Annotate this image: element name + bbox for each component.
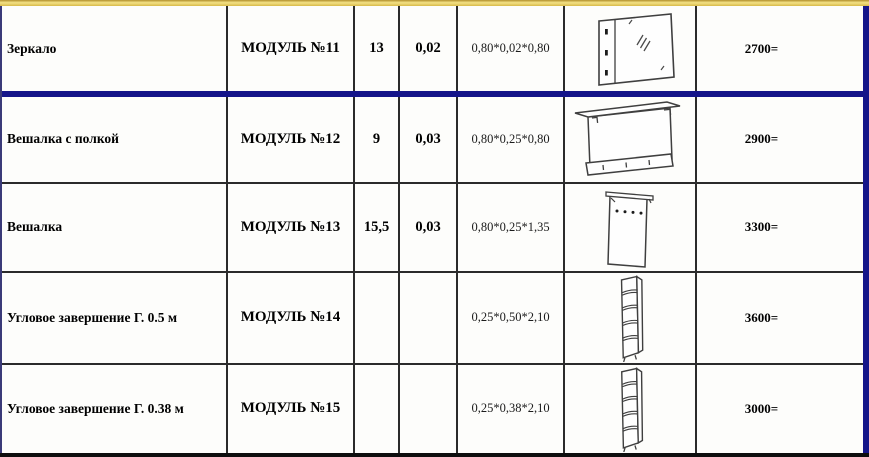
qty-cell xyxy=(354,364,399,453)
dimensions-cell: 0,25*0,50*2,10 xyxy=(457,272,564,364)
product-image-cell xyxy=(564,6,696,94)
product-name-cell: Вешалка xyxy=(2,183,227,272)
product-image-cell xyxy=(564,364,696,453)
table-row xyxy=(2,183,863,272)
product-name-cell: Вешалка с полкой xyxy=(2,94,227,183)
product-name-cell: Зеркало xyxy=(2,6,227,94)
corner-shelf-unit-icon xyxy=(611,274,649,362)
product-image-cell xyxy=(564,183,696,272)
coef-cell: 0,02 xyxy=(399,6,457,94)
module-cell: МОДУЛЬ №14 xyxy=(227,272,354,364)
qty-cell: 9 xyxy=(354,94,399,183)
bottom-border xyxy=(0,453,869,457)
product-image-cell xyxy=(564,272,696,364)
dimensions-cell: 0,25*0,38*2,10 xyxy=(457,364,564,453)
dimensions-cell: 0,80*0,02*0,80 xyxy=(457,6,564,94)
price-cell: 3600= xyxy=(696,272,863,364)
coef-cell: 0,03 xyxy=(399,183,457,272)
dimensions-cell: 0,80*0,25*1,35 xyxy=(457,183,564,272)
product-name-cell: Угловое завершение Г. 0.5 м xyxy=(2,272,227,364)
table-row xyxy=(2,6,863,94)
table-row xyxy=(2,94,863,183)
qty-cell: 15,5 xyxy=(354,183,399,272)
corner-shelf-unit-icon xyxy=(613,366,647,452)
navy-right-border xyxy=(863,6,869,453)
furniture-price-table xyxy=(2,6,863,453)
table-row xyxy=(2,364,863,453)
price-cell: 3300= xyxy=(696,183,863,272)
price-cell: 2900= xyxy=(696,94,863,183)
module-cell: МОДУЛЬ №13 xyxy=(227,183,354,272)
table-row xyxy=(2,272,863,364)
price-cell: 3000= xyxy=(696,364,863,453)
price-cell: 2700= xyxy=(696,6,863,94)
module-cell: МОДУЛЬ №12 xyxy=(227,94,354,183)
module-cell: МОДУЛЬ №11 xyxy=(227,6,354,94)
coef-cell xyxy=(399,364,457,453)
hanger-with-shelf-icon xyxy=(570,99,690,179)
dimensions-cell: 0,80*0,25*0,80 xyxy=(457,94,564,183)
mirror-icon xyxy=(574,11,686,87)
qty-cell: 13 xyxy=(354,6,399,94)
product-image-cell xyxy=(564,94,696,183)
hanger-panel-icon xyxy=(599,186,661,268)
qty-cell xyxy=(354,272,399,364)
coef-cell: 0,03 xyxy=(399,94,457,183)
module-cell: МОДУЛЬ №15 xyxy=(227,364,354,453)
coef-cell xyxy=(399,272,457,364)
product-name-cell: Угловое завершение Г. 0.38 м xyxy=(2,364,227,453)
